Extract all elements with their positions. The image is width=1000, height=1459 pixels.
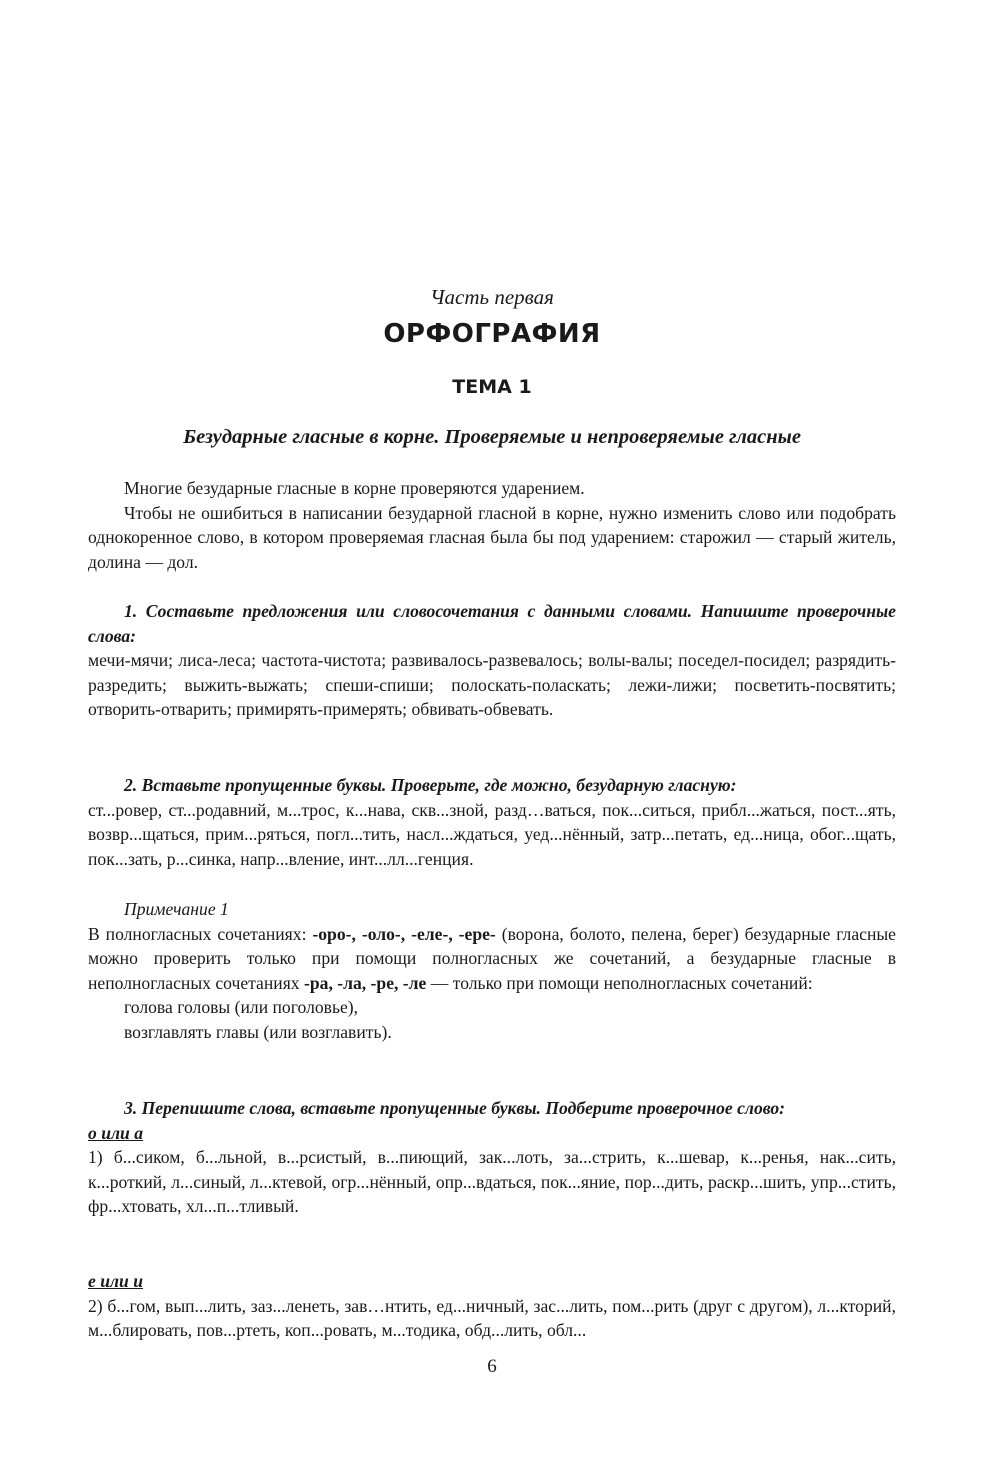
task-3 [88, 1096, 896, 1219]
task-3-group-2 [88, 1269, 896, 1343]
task-1 [88, 599, 896, 722]
task-3-group-2-text: 2) б...гом, вып...лить, заз...ленеть, зав…нтить, ед...ничный, зас...лить, пом...рить (друг с другом), л...кторий, м...блировать, пов...ртеть, коп...ровать, м...тодика, обд...лить, обл... [88, 1295, 896, 1341]
note-1-example-2: возглавлять главы (или возглавить). [124, 1021, 392, 1042]
task-2 [88, 773, 896, 871]
note-1-text [88, 922, 896, 996]
task-3-group-2-label: е или и [88, 1271, 143, 1291]
note-1-combinations-full: -оро-, -оло-, -еле-, -ере- [312, 923, 496, 944]
note-1-text-part-3: — только при помощи неполногласных сочетаний: [426, 972, 813, 993]
task-3-heading: 3. Перепишите слова, вставьте пропущенные буквы. Подберите проверочное слово: [124, 1098, 786, 1118]
task-2-text: ст...ровер, ст...родавний, м...трос, к...нава, скв...зной, разд…ваться, пок...ситься, прибл...жаться, пост...ять, возвр...щаться, прим...ряться, погл...тить, насл...ждаться, уед...нённый, затр...петать, ед...ница, обог...щать, пок...зать, р...синка, напр...вление, инт...лл...генция. [88, 799, 896, 869]
task-3-group-1-label: о или а [88, 1122, 143, 1143]
section-title: ОРФОГРАФИЯ [383, 319, 601, 349]
note-1-text-part-1: В полногласных сочетаниях: [88, 923, 313, 944]
task-1-text: мечи-мячи; лиса-леса; частота-чистота; развивалось-развевалось; волы-валы; поседел-посидел; разрядить-разредить; выжить-выжать; спеши-спиши; полоскать-поласкать; лежи-лижи; посветить-посвятить; отворить-отварить; примирять-примерять; обвивать-обвевать. [88, 650, 896, 720]
task-3-group-1-text: 1) б...сиком, б...льной, в...рсистый, в...пиющий, зак...лоть, за...стрить, к...шевар, к...ренья, нак...сить, к...роткий, л...синый, л...ктевой, огр...нённый, опр...вдаться, пок...яние, пор...дить, раскр...шить, упр...стить, фр...хтовать, хл...п...тливый. [88, 1147, 896, 1217]
note-1-heading: Примечание 1 [124, 899, 229, 919]
task-2-heading: 2. Вставьте пропущенные буквы. Проверьте, где можно, безударную гласную: [124, 775, 737, 795]
note-1-combinations-short: -ра, -ла, -ре, -ле [304, 972, 427, 993]
page-number: 6 [487, 1356, 497, 1377]
note-1-example-1: голова головы (или поголовье), [124, 997, 359, 1018]
note-1-text-part-2: (ворона, болото, пелена, берег) безударные гласные можно проверить только при помощи полногласных же сочетаний, а безударные гласные в неполногласных сочетаниях [88, 923, 896, 993]
part-label: Часть первая [430, 285, 554, 309]
intro-block [88, 476, 896, 574]
topic-title: ТЕМА 1 [452, 376, 532, 398]
note-1 [88, 897, 896, 1045]
topic-subtitle: Безударные гласные в корне. Проверяемые и непроверяемые гласные [183, 426, 801, 448]
intro-paragraph-1: Многие безударные гласные в корне проверяются ударением. [124, 478, 585, 498]
intro-paragraph-2: Чтобы не ошибиться в написании безударной гласной в корне, нужно изменить слово или подобрать однокоренное слово, в котором проверяемая гласная была бы под ударением: старожил — старый житель, долина — дол. [88, 502, 896, 572]
task-1-heading: 1. Составьте предложения или словосочетания с данными словами. Напишите проверочные слова: [88, 601, 896, 646]
